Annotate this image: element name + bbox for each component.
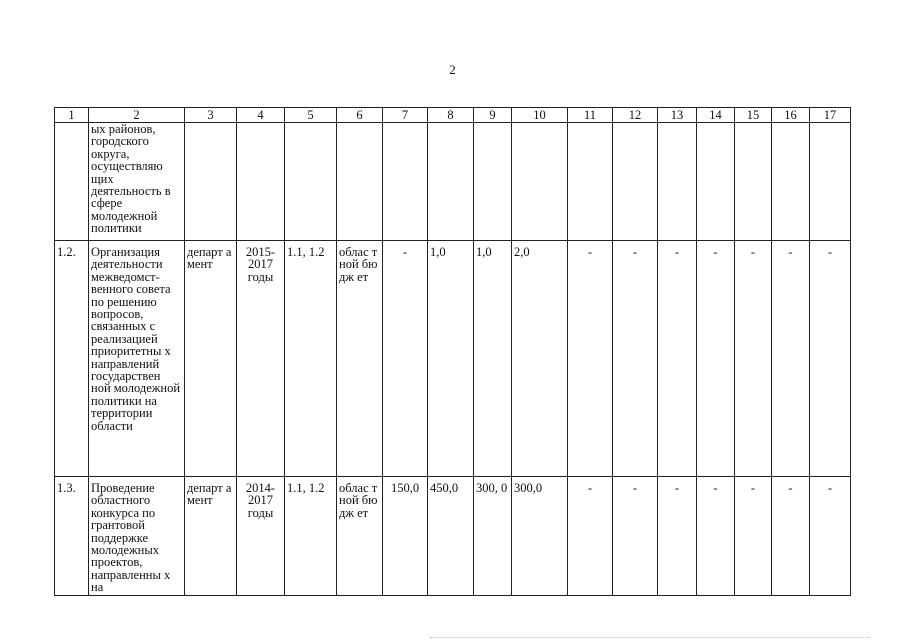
column-header: 9 bbox=[474, 108, 512, 123]
column-header: 8 bbox=[428, 108, 474, 123]
value-cell bbox=[512, 123, 568, 241]
years: 2014- 2017 годы bbox=[237, 477, 285, 596]
table-row bbox=[55, 123, 851, 241]
value-cell: - bbox=[810, 477, 851, 596]
measure-name: Проведение областного конкурса по грантовой поддержке молодежных проектов, направленны х на bbox=[89, 477, 185, 596]
value-cell: - bbox=[383, 241, 428, 477]
value-cell: - bbox=[658, 477, 697, 596]
indicators bbox=[285, 123, 337, 241]
header-row bbox=[55, 108, 851, 123]
table-row bbox=[55, 477, 851, 596]
measure-name: ых районов, городского округа, осуществляю щих деятельность в сфере молодежной политики bbox=[89, 123, 185, 241]
value-cell bbox=[810, 123, 851, 241]
indicators: 1.1, 1.2 bbox=[285, 477, 337, 596]
value-cell bbox=[735, 123, 772, 241]
column-header: 15 bbox=[735, 108, 772, 123]
value-cell bbox=[428, 123, 474, 241]
value-cell: - bbox=[697, 477, 735, 596]
value-cell: 1,0 bbox=[474, 241, 512, 477]
funding-source: облас тной бюдж ет bbox=[337, 477, 383, 596]
column-header: 14 bbox=[697, 108, 735, 123]
value-cell: 450,0 bbox=[428, 477, 474, 596]
column-header: 16 bbox=[772, 108, 810, 123]
executor: департ амент bbox=[185, 241, 237, 477]
funding-source bbox=[337, 123, 383, 241]
measure-name: Организация деятельности межведомст- венного совета по решению вопросов, связанных с реализацией приоритетны х направлений государствен ной молодежной политики на территории области bbox=[89, 241, 185, 477]
budget-table bbox=[54, 107, 851, 596]
years bbox=[237, 123, 285, 241]
column-header: 1 bbox=[55, 108, 89, 123]
value-cell: 300,0 bbox=[512, 477, 568, 596]
column-header: 11 bbox=[568, 108, 613, 123]
value-cell: - bbox=[568, 477, 613, 596]
column-header: 5 bbox=[285, 108, 337, 123]
page-number: 2 bbox=[449, 62, 456, 77]
value-cell bbox=[383, 123, 428, 241]
value-cell bbox=[474, 123, 512, 241]
value-cell bbox=[658, 123, 697, 241]
value-cell bbox=[568, 123, 613, 241]
column-header: 2 bbox=[89, 108, 185, 123]
column-header: 12 bbox=[613, 108, 658, 123]
value-cell: - bbox=[568, 241, 613, 477]
value-cell: 150,0 bbox=[383, 477, 428, 596]
value-cell: - bbox=[613, 477, 658, 596]
table-row bbox=[55, 241, 851, 477]
value-cell bbox=[697, 123, 735, 241]
executor: департ амент bbox=[185, 477, 237, 596]
years: 2015- 2017 годы bbox=[237, 241, 285, 477]
column-header: 13 bbox=[658, 108, 697, 123]
value-cell: - bbox=[772, 477, 810, 596]
funding-source: облас тной бюдж ет bbox=[337, 241, 383, 477]
column-header: 7 bbox=[383, 108, 428, 123]
value-cell: - bbox=[735, 241, 772, 477]
row-number bbox=[55, 123, 89, 241]
column-header: 4 bbox=[237, 108, 285, 123]
value-cell: 1,0 bbox=[428, 241, 474, 477]
value-cell bbox=[772, 123, 810, 241]
value-cell: - bbox=[658, 241, 697, 477]
row-number: 1.3. bbox=[55, 477, 89, 596]
column-header: 10 bbox=[512, 108, 568, 123]
column-header: 3 bbox=[185, 108, 237, 123]
value-cell bbox=[613, 123, 658, 241]
indicators: 1.1, 1.2 bbox=[285, 241, 337, 477]
executor bbox=[185, 123, 237, 241]
value-cell: - bbox=[735, 477, 772, 596]
value-cell: - bbox=[772, 241, 810, 477]
column-header: 6 bbox=[337, 108, 383, 123]
row-number: 1.2. bbox=[55, 241, 89, 477]
value-cell: - bbox=[697, 241, 735, 477]
scan-artifact bbox=[430, 635, 870, 638]
value-cell: 300, 0 bbox=[474, 477, 512, 596]
value-cell: - bbox=[810, 241, 851, 477]
value-cell: 2,0 bbox=[512, 241, 568, 477]
value-cell: - bbox=[613, 241, 658, 477]
column-header: 17 bbox=[810, 108, 851, 123]
